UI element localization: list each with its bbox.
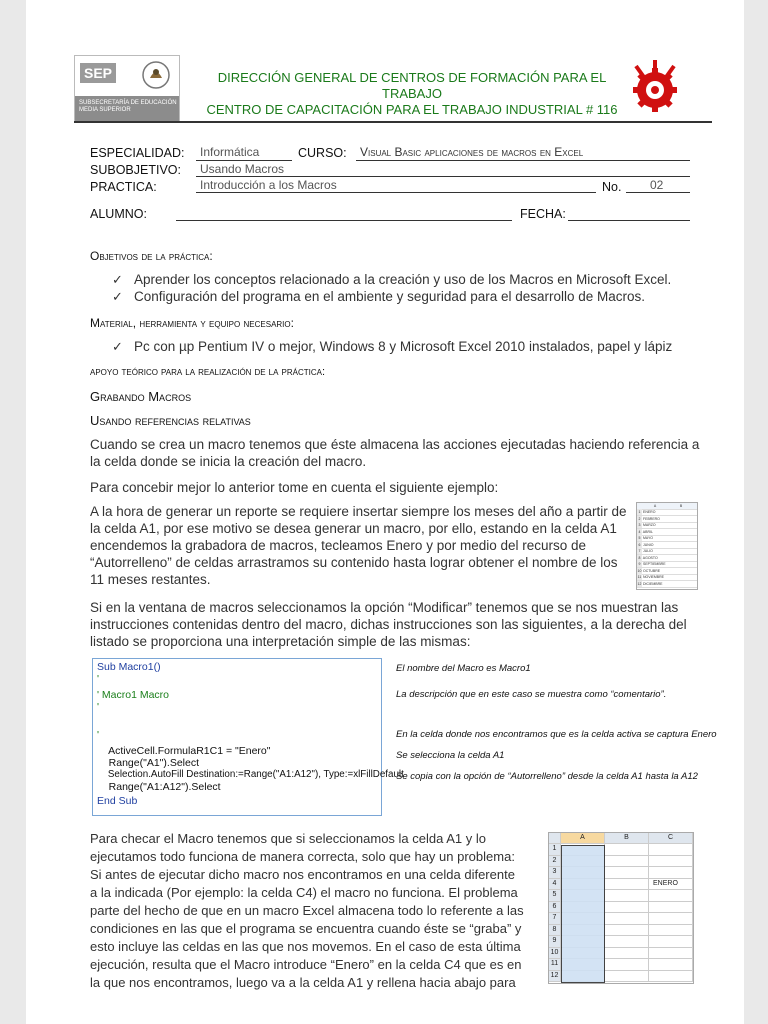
row-number: 9 — [549, 936, 561, 948]
row-number: 8 — [549, 925, 561, 937]
material-item-1: Pc con µp Pentium IV o mejor, Windows 8 y Microsoft Excel 2010 instalados, papel y lápiz — [134, 339, 673, 354]
subobjetivo-value: Usando Macros — [200, 162, 285, 176]
paragraph-line: Para checar el Macro tenemos que si seleccionamos la celda A1 y lo — [90, 831, 486, 846]
grid-cell — [605, 925, 649, 937]
fecha-underline — [568, 220, 690, 221]
especialidad-underline — [196, 160, 292, 161]
table-row: 3 MARZO — [637, 522, 697, 529]
alumno-label: ALUMNO: — [90, 207, 147, 221]
no-label: No. — [602, 180, 622, 194]
paragraph-line: la celda donde se inicia la creación del macro. — [90, 454, 367, 469]
paragraph-line: “Autorrelleno” de celdas arrastramos su contenido hasta lograr obtener el nombre de los — [90, 555, 618, 570]
objetivo-item-2: Configuración del programa en el ambiente y seguridad para el desarrollo de Macros. — [134, 289, 646, 304]
paragraph-line: instrucciones contenidas dentro del macro, dichas instrucciones son las siguientes, a la derecha del — [90, 617, 687, 632]
spreadsheet-screenshot — [548, 832, 694, 984]
code-note: Se selecciona la celda A1 — [396, 750, 505, 761]
practica-value: Introducción a los Macros — [200, 178, 337, 192]
month-cell: MARZO — [642, 523, 656, 527]
grid-cell — [605, 913, 649, 925]
subsecretaria-label: SUBSECRETARÍA DE EDUCACIÓN MEDIA SUPERIOR — [75, 96, 179, 122]
month-cell: SEPTIEMBRE — [642, 562, 666, 566]
gear-logo-icon — [622, 60, 688, 112]
objetivos-heading: Objetivos de la práctica: — [90, 249, 213, 263]
material-heading: Material, herramienta y equipo necesario: — [90, 316, 294, 330]
column-header: A — [653, 504, 657, 508]
subobjetivo-label: SUBOBJETIVO: — [90, 163, 181, 177]
grid-cell — [649, 856, 693, 868]
code-note: El nombre del Macro es Macro1 — [396, 663, 531, 674]
grid-cell — [605, 844, 649, 856]
usando-heading: Usando referencias relativas — [90, 413, 251, 428]
paragraph-line: la que nos encontramos, luego va a la celda A1 y rellena hacia abajo para — [90, 975, 516, 990]
table-row: 1 ENERO — [637, 509, 697, 516]
paragraph-line: a la indicada (Por ejemplo: la celda C4) el macro no funciona. El problema — [90, 885, 518, 900]
month-cell: ABRIL — [642, 529, 653, 534]
code-line: End Sub — [97, 795, 138, 807]
paragraph-line: listado se proporciona una interpretación simple de las mismas: — [90, 634, 471, 649]
check-icon: ✓ — [112, 272, 123, 287]
corner-cell — [549, 833, 561, 844]
alumno-underline — [176, 220, 512, 221]
grid-cell — [649, 902, 693, 914]
month-cell: FEBRERO — [642, 516, 660, 521]
month-cell: ENERO — [642, 510, 656, 514]
grid-cell — [649, 971, 693, 983]
selected-range — [561, 845, 605, 983]
code-line: ' — [97, 673, 100, 685]
table-row: 8 AGOSTO — [637, 555, 697, 562]
grid-cell — [649, 867, 693, 879]
grid-cell — [605, 971, 649, 983]
row-number: 7 — [549, 913, 561, 925]
month-cell: AGOSTO — [642, 555, 658, 560]
column-header: B — [605, 833, 649, 844]
c4-cell-value: ENERO — [653, 880, 678, 887]
fecha-label: FECHA: — [520, 207, 566, 221]
paragraph-line: parte del hecho de que en un macro Excel almacena todo lo referente a las — [90, 903, 524, 918]
code-note: La descripción que en este caso se muestra como “comentario”. — [396, 689, 667, 700]
grid-cell — [605, 936, 649, 948]
row-number: 1 — [549, 844, 561, 856]
column-header: A — [561, 833, 605, 844]
apoyo-heading: apoyo teórico para la realización de la práctica: — [90, 366, 326, 378]
document-page — [26, 0, 744, 1024]
row-number: 6 — [549, 902, 561, 914]
month-cell: OCTUBRE — [642, 568, 661, 573]
month-cell: DICIEMBRE — [642, 581, 663, 586]
column-header: B — [679, 504, 683, 508]
paragraph-line: 11 meses restantes. — [90, 572, 211, 587]
table-row: 5 MAYO — [637, 535, 697, 542]
month-cell: NOVIEMBRE — [642, 575, 664, 579]
paragraph-line: Cuando se crea un macro tenemos que éste almacena las acciones ejecutadas haciendo referencia a — [90, 437, 700, 452]
paragraph-line: encendemos la grabadora de macros, tecleamos Enero y por medio del recurso de — [90, 538, 587, 553]
table-row: 12 DICIEMBRE — [637, 581, 697, 588]
months-spreadsheet-thumbnail — [636, 502, 698, 590]
curso-underline — [356, 160, 690, 161]
table-row: 9 SEPTIEMBRE — [637, 561, 697, 568]
grid-cell — [649, 890, 693, 902]
header-line-2: CENTRO DE CAPACITACIÓN PARA EL TRABAJO INDUSTRIAL # 116 — [206, 102, 618, 117]
check-icon: ✓ — [112, 339, 123, 354]
curso-value: Visual Basic aplicaciones de macros en Excel — [360, 145, 584, 159]
paragraph-line: condiciones en las que el programa se encuentra cuando éste se “graba” y — [90, 921, 522, 936]
especialidad-label: ESPECIALIDAD: — [90, 146, 185, 160]
month-cell: JUNIO — [642, 542, 654, 547]
no-value: 02 — [650, 178, 664, 192]
row-number: 10 — [549, 948, 561, 960]
institution-header — [192, 70, 632, 118]
table-row: 6 JUNIO — [637, 542, 697, 549]
row-number: 4 — [549, 879, 561, 891]
paragraph-line: Si en la ventana de macros seleccionamos la opción “Modificar” tenemos que se nos muestran las — [90, 600, 679, 615]
no-underline — [626, 192, 690, 193]
grid-cell — [605, 879, 649, 891]
column-header: C — [649, 833, 693, 844]
subobjetivo-underline — [196, 176, 690, 177]
row-number: 12 — [549, 971, 561, 983]
grid-cell — [605, 890, 649, 902]
code-note: Se copia con la opción de “Autorrelleno” desde la celda A1 hasta la A12 — [396, 771, 698, 782]
paragraph-line: Para concebir mejor lo anterior tome en cuenta el siguiente ejemplo: — [90, 480, 499, 495]
curso-label: CURSO: — [298, 146, 347, 160]
header-divider — [74, 121, 712, 123]
grid-cell — [605, 948, 649, 960]
code-note: En la celda donde nos encontramos que es la celda activa se captura Enero — [396, 729, 717, 740]
month-cell: JULIO — [642, 549, 653, 553]
objetivo-item-1: Aprender los conceptos relacionado a la creación y uso de los Macros en Microsoft Excel. — [134, 272, 672, 287]
code-line: Selection.AutoFill Destination:=Range("A1:A12"), Type:=xlFillDefault — [97, 769, 404, 780]
paragraph-line: Si antes de ejecutar dicho macro nos encontramos en una celda diferente — [90, 867, 515, 882]
paragraph-line: ejecutamos todo funciona de manera correcta, solo que hay un problema: — [90, 849, 515, 864]
grid-cell — [649, 936, 693, 948]
month-cell: MAYO — [642, 536, 654, 540]
code-line: Range("A1").Select — [97, 757, 200, 769]
row-number: 5 — [549, 890, 561, 902]
vba-code-listing — [92, 658, 404, 816]
mexico-seal-icon — [141, 60, 171, 90]
row-number: 11 — [549, 959, 561, 971]
code-line: ' — [97, 729, 100, 741]
paragraph-line: esto incluye las celdas en las que nos movemos. En el caso de esta última — [90, 939, 521, 954]
sep-wordmark: SEP — [80, 63, 116, 83]
paragraph-line: A la hora de generar un reporte se requiere insertar siempre los meses del año a partir de — [90, 504, 627, 519]
row-number: 3 — [549, 867, 561, 879]
grid-cell — [605, 959, 649, 971]
code-line: ActiveCell.FormulaR1C1 = "Enero" — [97, 745, 271, 757]
code-line: ' — [97, 701, 100, 713]
table-row: 4 ABRIL — [637, 529, 697, 536]
header-line-1: DIRECCIÓN GENERAL DE CENTROS DE FORMACIÓN PARA EL TRABAJO — [217, 70, 607, 101]
code-line: ' Macro1 Macro — [97, 689, 170, 701]
grid-cell — [649, 925, 693, 937]
row-number: 2 — [549, 856, 561, 868]
check-icon: ✓ — [112, 289, 123, 304]
especialidad-value: Informática — [200, 145, 260, 159]
grid-cell — [605, 902, 649, 914]
paragraph-line: la celda A1, por ese motivo se desea generar un macro, por ello, estando en la celda A1 — [90, 521, 617, 536]
table-row: 11 NOVIEMBRE — [637, 574, 697, 581]
grid-cell — [649, 844, 693, 856]
code-line: Range("A1:A12").Select — [97, 781, 221, 793]
practica-label: PRACTICA: — [90, 180, 157, 194]
grabando-heading: Grabando Macros — [90, 389, 192, 404]
grid-cell — [649, 959, 693, 971]
grid-cell — [649, 913, 693, 925]
paragraph-line: ejecución, resulta que el Macro introduce “Enero” en la celda C4 que es en — [90, 957, 522, 972]
table-row: 2 FEBRERO — [637, 516, 697, 523]
practica-underline — [196, 192, 596, 193]
table-row: 10 OCTUBRE — [637, 568, 697, 575]
grid-cell — [649, 948, 693, 960]
grid-cell — [605, 856, 649, 868]
sep-logo — [74, 55, 180, 123]
table-row: 7 JULIO — [637, 548, 697, 555]
code-line: Sub Macro1() — [97, 661, 161, 673]
grid-cell — [605, 867, 649, 879]
